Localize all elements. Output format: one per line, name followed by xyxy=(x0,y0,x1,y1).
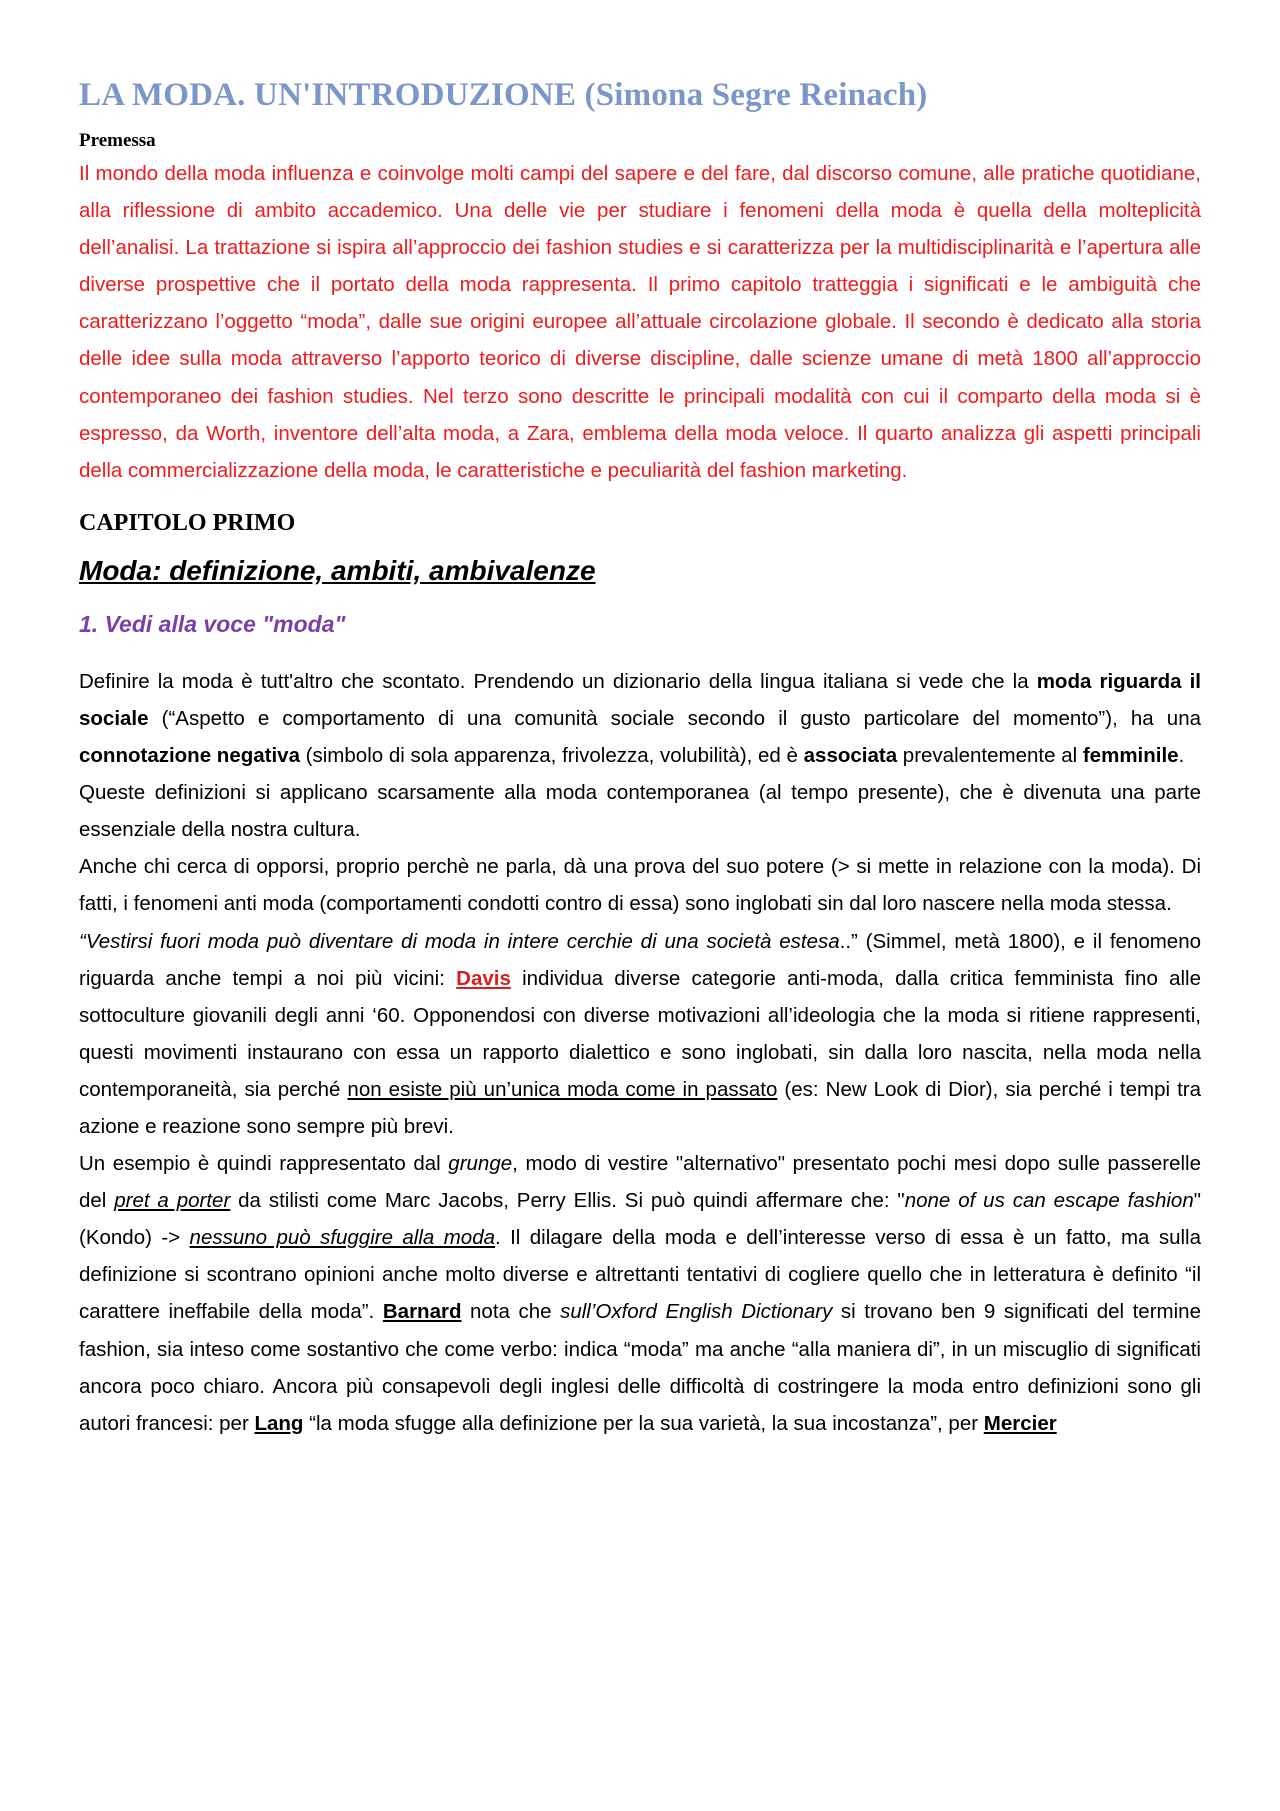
text-span: prevalentemente al xyxy=(897,744,1083,768)
text-span: , modo di vestire "alternativo" presentato pochi mesi dopo sulle passerelle del xyxy=(79,1152,1201,1213)
paragraph-anti-moda: Anche chi cerca di opporsi, proprio perchè ne parla, dà una prova del suo potere (> si mette in relazione con la moda). Di fatti, i fenomeni anti moda (comportamenti condotti contro di essa) sono inglobati sin dal loro nascere nella moda stessa. xyxy=(79,855,1201,916)
premessa-label: Premessa xyxy=(79,130,156,151)
paragraph-definition xyxy=(79,663,1201,774)
bold-term: connotazione negativa xyxy=(79,744,300,768)
text-span: (simbolo di sola apparenza, frivolezza, volubilità), ed è xyxy=(299,744,804,768)
text-span: . xyxy=(1178,744,1185,768)
bold-term: femminile xyxy=(1082,744,1179,768)
author-mercier: Mercier xyxy=(983,1411,1057,1435)
text-span: " (Kondo) -> xyxy=(79,1189,1201,1250)
simmel-quote: “Vestirsi fuori moda può diventare di moda in intere cerchie di una società estesa xyxy=(79,929,840,953)
text-span: si trovano ben 9 significati del termine fashion, sia inteso come sostantivo che come verbo: indica “moda” ma anche “alla maniera di”, in un miscuglio di significati ancora poco chiaro. Ancora più consapevoli degli inglesi delle difficoltà di costringere la moda entro definizioni sono gli autori francesi: per xyxy=(79,1300,1201,1435)
bold-term: associata xyxy=(803,744,898,768)
underlined-phrase: non esiste più un’unica moda come in passato xyxy=(347,1077,778,1101)
italic-underlined-term: pret a porter xyxy=(114,1189,231,1213)
text-span: ..” (Simmel, metà 1800), e il fenomeno riguarda anche tempi a noi più vicini: xyxy=(79,929,1202,990)
paragraph-contemporary: Queste definizioni si applicano scarsamente alla moda contemporanea (al tempo presente), che è divenuta una parte essenziale della nostra cultura. xyxy=(79,781,1201,842)
italic-underlined-term: nessuno può sfuggire alla moda xyxy=(189,1226,495,1250)
text-span: Definire la moda è tutt'altro che scontato. Prendendo un dizionario della lingua italiana si vede che la xyxy=(79,669,1037,693)
text-span: nota che xyxy=(461,1300,561,1324)
paragraph-simmel-davis xyxy=(79,923,1201,1146)
author-davis: Davis xyxy=(456,966,511,990)
author-barnard: Barnard xyxy=(382,1300,462,1324)
text-span: da stilisti come Marc Jacobs, Perry Ellis. Si può quindi affermare che: " xyxy=(230,1189,905,1213)
text-span: individua diverse categorie anti-moda, dalla critica femminista fino alle sottoculture giovanili degli anni ‘60. Opponendosi con diverse motivazioni all’ideologia che la moda si ritiene rappresenti, questi movimenti instaurano con essa un rapporto dialettico e sono inglobati, sin dalla loro nascita, nella moda nella contemporaneità, sia perché xyxy=(79,966,1201,1101)
italic-term: grunge xyxy=(448,1152,513,1176)
text-span: . Il dilagare della moda e dell’interesse verso di essa è un fatto, ma sulla definizione si scontrano opinioni anche molto diverse e altrettanti tentativi di cogliere quello che in letteratura è definito “il carattere ineffabile della moda”. xyxy=(79,1226,1201,1324)
author-lang: Lang xyxy=(254,1411,304,1435)
text-span: Un esempio è quindi rappresentato dal xyxy=(79,1152,449,1176)
document-title: LA MODA. UN'INTRODUZIONE (Simona Segre Reinach) xyxy=(79,77,928,113)
chapter-label: CAPITOLO PRIMO xyxy=(79,509,296,536)
body-text xyxy=(79,663,1201,1442)
premessa-text: Il mondo della moda influenza e coinvolge molti campi del sapere e del fare, dal discorso comune, alle pratiche quotidiane, alla riflessione di ambito accademico. Una delle vie per studiare i fenomeni della moda è quella della molteplicità dell’analisi. La trattazione si ispira all’approccio dei fashion studies e si caratterizza per la multidisciplinarità e l’apertura alle diverse prospettive che il portato della moda rappresenta. Il primo capitolo tratteggia i significati e le ambiguità che caratterizzano l’oggetto “moda”, dalle sue origini europee all’attuale circolazione globale. Il secondo è dedicato alla storia delle idee sulla moda attraverso l’apporto teorico di diverse discipline, dalle scienze umane di metà 1800 all’approccio contemporaneo dei fashion studies. Nel terzo sono descritte le principali modalità con cui il comparto della moda si è espresso, da Worth, inventore dell’alta moda, a Zara, emblema della moda veloce. Il quarto analizza gli aspetti principali della commercializzazione della moda, le caratteristiche e peculiarità del fashion marketing. xyxy=(79,162,1201,482)
bold-term: moda riguarda il sociale xyxy=(79,669,1201,730)
kondo-quote: none of us can escape fashion xyxy=(904,1189,1194,1213)
text-span: (“Aspetto e comportamento di una comunità sociale secondo il gusto particolare del momento”), ha una xyxy=(148,706,1201,730)
text-span: “la moda sfugge alla definizione per la sua varietà, la sua incostanza”, per xyxy=(303,1411,984,1435)
subsection-title: 1. Vedi alla voce "moda" xyxy=(79,610,346,637)
text-span: (es: New Look di Dior), sia perché i tempi tra azione e reazione sono sempre più brevi. xyxy=(79,1077,1201,1138)
italic-term: sull’Oxford English Dictionary xyxy=(560,1300,833,1324)
paragraph-grunge xyxy=(79,1145,1201,1442)
chapter-title: Moda: definizione, ambiti, ambivalenze xyxy=(79,554,596,586)
